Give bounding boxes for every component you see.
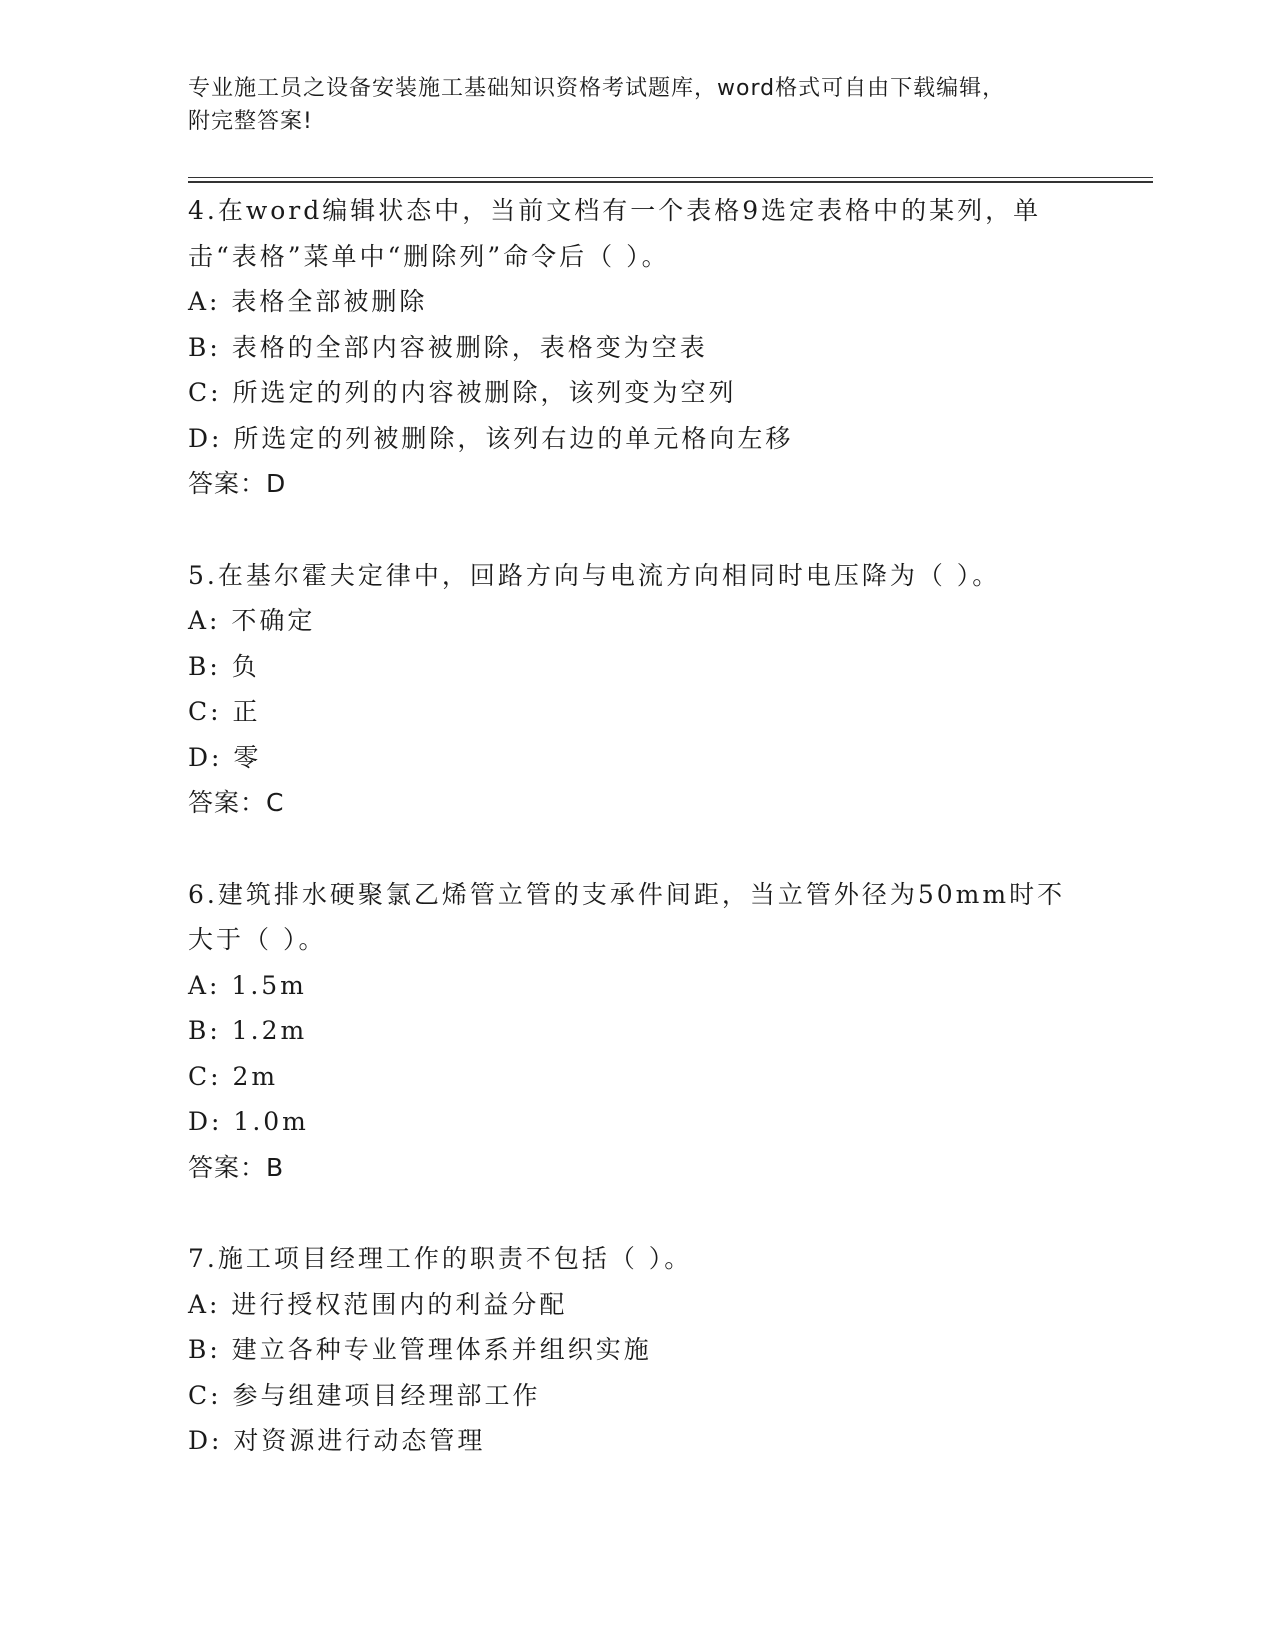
question-6 (188, 872, 1088, 1191)
header-title-line-1: 专业施工员之设备安装施工基础知识资格考试题库，word格式可自由下载编辑， (188, 76, 1006, 101)
question-stem: 6.建筑排水硬聚氯乙烯管立管的支承件间距，当立管外径为50mm时不大于（ ）。 (188, 879, 1066, 954)
document-header (188, 72, 1088, 138)
question-5 (188, 553, 1088, 826)
answer-line: 答案：D (188, 469, 287, 498)
option-d: D: 1.0m (188, 1107, 309, 1136)
answer-line: 答案：C (188, 788, 285, 817)
header-divider-thin (188, 177, 1153, 178)
question-stem: 5.在基尔霍夫定律中，回路方向与电流方向相同时电压降为（ ）。 (188, 560, 1001, 590)
question-stem: 7.施工项目经理工作的职责不包括（ ）。 (188, 1244, 693, 1273)
question-4 (188, 188, 1088, 507)
option-b: B: 表格的全部内容被删除，表格变为空表 (188, 332, 708, 362)
option-b: B: 负 (188, 651, 260, 681)
question-spacer (188, 507, 1088, 553)
question-list (188, 188, 1088, 1464)
header-title-line-2: 附完整答案! (188, 109, 313, 134)
option-a: A: 1.5m (188, 970, 307, 1000)
option-c: C: 2m (188, 1061, 279, 1091)
option-a: A: 不确定 (188, 606, 316, 635)
option-d: D: 所选定的列被删除，该列右边的单元格向左移 (188, 423, 794, 453)
header-divider-thick (188, 181, 1153, 183)
answer-line: 答案：B (188, 1152, 285, 1182)
option-a: A: 进行授权范围内的利益分配 (188, 1289, 568, 1319)
question-stem: 4.在word编辑状态中，当前文档有一个表格9选定表格中的某列，单击“表格”菜单中“删除列”命令后（ ）。 (188, 196, 1042, 271)
option-d: D: 对资源进行动态管理 (188, 1426, 486, 1455)
option-b: B: 1.2m (188, 1016, 308, 1045)
question-spacer (188, 1190, 1088, 1236)
option-c: C: 正 (188, 697, 261, 726)
option-d: D: 零 (188, 742, 262, 772)
option-b: B: 建立各种专业管理体系并组织实施 (188, 1335, 652, 1364)
option-c: C: 参与组建项目经理部工作 (188, 1380, 541, 1410)
option-c: C: 所选定的列的内容被删除，该列变为空列 (188, 378, 737, 407)
option-a: A: 表格全部被删除 (188, 287, 428, 316)
question-spacer (188, 826, 1088, 872)
question-7 (188, 1236, 1088, 1464)
